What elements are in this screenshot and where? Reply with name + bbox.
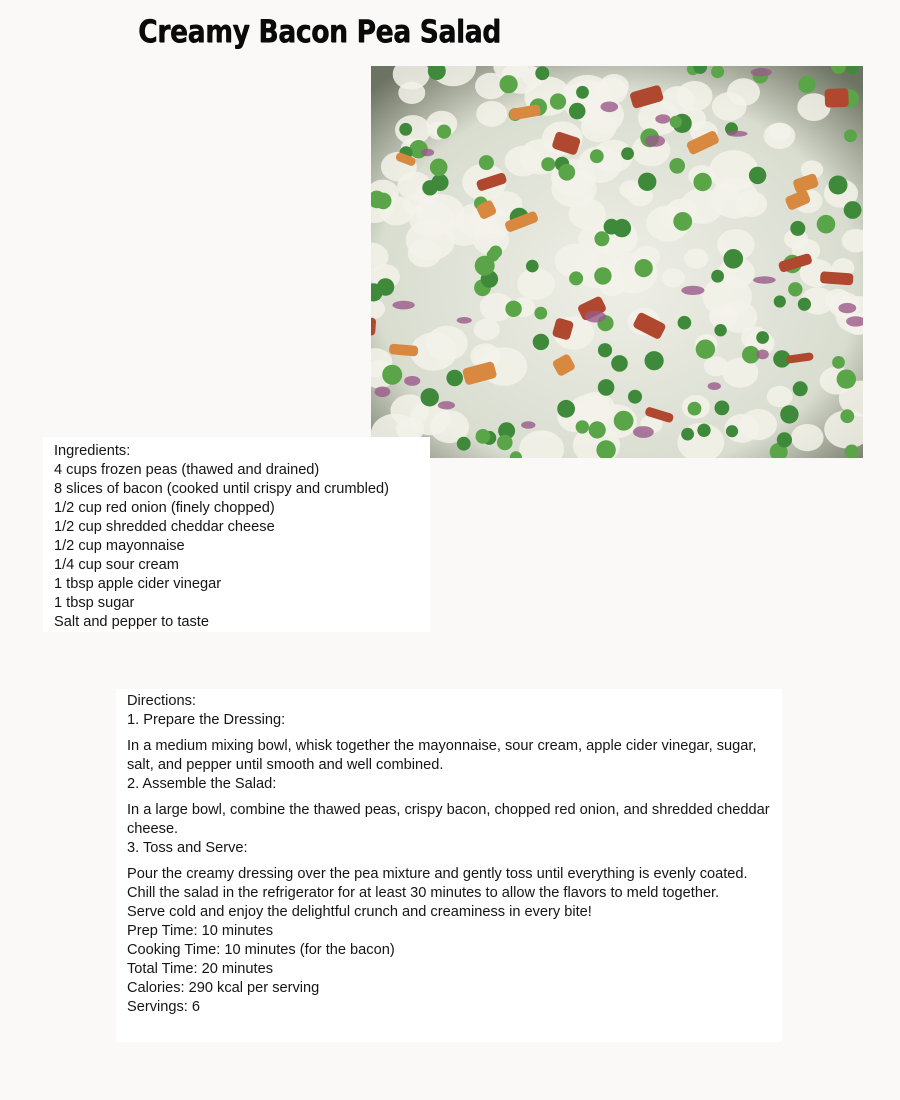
pea-dot — [614, 411, 634, 431]
dressing-blob — [476, 101, 507, 127]
step-text: In a large bowl, combine the thawed peas, crispy bacon, chopped red onion, and shredded cheddar cheese. — [127, 802, 770, 837]
pea-dot — [669, 158, 685, 174]
pea-dot — [457, 437, 471, 451]
ingredient-item: 1/2 cup shredded cheddar cheese — [54, 519, 275, 535]
directions-heading: Directions: — [127, 693, 196, 709]
onion-piece — [645, 135, 666, 147]
pea-dot — [798, 76, 815, 93]
ingredient-item: Salt and pepper to taste — [54, 614, 209, 630]
dressing-blob — [662, 268, 685, 287]
pea-dot — [535, 66, 549, 80]
pea-dot — [611, 355, 628, 372]
ingredient-item: 8 slices of bacon (cooked until crispy and crumbled) — [54, 481, 390, 497]
pea-dot — [437, 125, 451, 139]
ingredient-item: 1 tbsp apple cider vinegar — [54, 576, 222, 592]
pea-dot — [476, 429, 491, 444]
pea-dot — [645, 351, 664, 370]
onion-piece — [392, 301, 414, 310]
pea-dot — [756, 331, 769, 344]
ingredient-item: 4 cups frozen peas (thawed and drained) — [54, 462, 320, 478]
pea-dot — [715, 401, 730, 416]
dressing-blob — [684, 249, 708, 269]
pea-dot — [844, 129, 857, 142]
pea-dot — [726, 425, 738, 437]
salad-photo — [371, 66, 863, 458]
pea-dot — [681, 428, 694, 441]
pea-dot — [526, 260, 539, 273]
step-title: 2. Assemble the Salad: — [127, 776, 277, 792]
pea-dot — [500, 75, 518, 93]
pea-dot — [621, 147, 634, 160]
dressing-blob — [791, 424, 824, 451]
prep-time: Prep Time: 10 minutes — [127, 923, 274, 939]
step-title: 3. Toss and Serve: — [127, 840, 248, 856]
bacon-piece — [820, 271, 854, 285]
pea-dot — [840, 409, 854, 423]
servings: Servings: 6 — [127, 999, 201, 1015]
onion-piece — [375, 387, 391, 398]
bacon-piece — [824, 88, 848, 108]
pea-dot — [576, 420, 589, 433]
cooking-time: Cooking Time: 10 minutes (for the bacon) — [127, 942, 395, 958]
pea-dot — [382, 365, 402, 385]
pea-dot — [696, 340, 715, 359]
dressing-blob — [517, 268, 555, 300]
pea-dot — [817, 215, 836, 234]
pea-dot — [479, 155, 494, 170]
pea-dot — [693, 173, 711, 191]
pea-dot — [589, 421, 606, 438]
pea-dot — [777, 432, 792, 447]
pea-dot — [628, 390, 642, 404]
onion-piece — [838, 303, 856, 313]
pea-dot — [673, 212, 692, 231]
pea-dot — [590, 149, 604, 163]
pea-dot — [635, 259, 653, 277]
total-time: Total Time: 20 minutes — [127, 961, 274, 977]
onion-piece — [521, 421, 535, 429]
onion-piece — [727, 131, 748, 137]
onion-piece — [585, 311, 606, 323]
pea-dot — [837, 369, 856, 388]
pea-dot — [497, 435, 513, 451]
pea-dot — [604, 219, 620, 235]
directions-panel — [116, 689, 782, 1042]
pea-dot — [774, 295, 786, 307]
onion-piece — [751, 68, 772, 76]
dressing-blob — [704, 356, 728, 376]
pea-dot — [533, 334, 549, 350]
dressing-blob — [398, 82, 425, 104]
pea-dot — [749, 167, 766, 184]
dressing-blob — [727, 78, 760, 106]
pea-dot — [430, 159, 448, 177]
pea-dot — [594, 267, 611, 284]
onion-piece — [457, 317, 472, 324]
onion-piece — [601, 102, 619, 113]
dressing-blob — [505, 146, 542, 177]
pea-dot — [569, 271, 583, 285]
onion-piece — [438, 401, 455, 409]
ingredient-item: 1/4 cup sour cream — [54, 557, 179, 573]
onion-piece — [753, 276, 776, 283]
pea-dot — [598, 343, 612, 357]
dressing-blob — [767, 386, 793, 407]
pea-dot — [829, 176, 848, 195]
onion-piece — [404, 376, 420, 386]
pea-dot — [724, 249, 744, 269]
dressing-blob — [474, 319, 500, 341]
pea-dot — [541, 157, 555, 171]
pea-dot — [399, 123, 412, 136]
pea-dot — [670, 116, 682, 128]
pea-dot — [594, 231, 609, 246]
pea-dot — [558, 164, 575, 181]
step-text: In a medium mixing bowl, whisk together the mayonnaise, sour cream, apple cider vinegar, sugar, salt, and pepper until smooth and well combined. — [127, 738, 757, 773]
pea-dot — [780, 405, 798, 423]
dressing-blob — [764, 123, 796, 149]
ingredient-item: 1/2 cup red onion (finely chopped) — [54, 500, 275, 516]
pea-dot — [505, 301, 521, 317]
pea-dot — [793, 381, 808, 396]
pea-dot — [550, 93, 566, 109]
onion-piece — [655, 114, 670, 123]
pea-dot — [688, 402, 702, 416]
step-title: 1. Prepare the Dressing: — [127, 712, 286, 728]
ingredient-item: 1/2 cup mayonnaise — [54, 538, 185, 554]
dressing-blob — [716, 182, 738, 201]
note-text: Serve cold and enjoy the delightful crunch and creaminess in every bite! — [127, 904, 592, 920]
onion-piece — [421, 149, 434, 157]
pea-dot — [832, 356, 845, 369]
pea-dot — [638, 173, 656, 191]
salad-photo-illustration — [371, 66, 863, 458]
pea-dot — [431, 174, 448, 191]
pea-dot — [534, 307, 547, 320]
pea-dot — [421, 388, 439, 406]
pea-dot — [697, 424, 710, 437]
onion-piece — [681, 286, 704, 295]
calories: Calories: 290 kcal per serving — [127, 980, 320, 996]
pea-dot — [798, 298, 811, 311]
pea-dot — [557, 400, 575, 418]
ingredients-panel — [43, 437, 430, 632]
recipe-title: Creamy Bacon Pea Salad — [138, 14, 501, 50]
pea-dot — [475, 256, 495, 276]
pea-dot — [576, 86, 589, 99]
pea-dot — [598, 379, 615, 396]
pea-dot — [714, 324, 726, 336]
pea-dot — [844, 201, 862, 219]
note-text: Chill the salad in the refrigerator for at least 30 minutes to allow the flavors to meld together. — [127, 885, 720, 901]
dressing-blob — [408, 239, 442, 267]
pea-dot — [569, 103, 586, 120]
onion-piece — [708, 382, 721, 390]
step-text: Pour the creamy dressing over the pea mixture and gently toss until everything is evenly coated. — [127, 866, 748, 882]
dressing-blob — [581, 113, 617, 143]
ingredient-item: 1 tbsp sugar — [54, 595, 135, 611]
ingredients-heading: Ingredients: — [54, 443, 131, 459]
pea-dot — [446, 370, 463, 387]
dressing-blob — [585, 395, 610, 416]
pea-dot — [788, 282, 802, 296]
pea-dot — [678, 316, 692, 330]
pea-dot — [711, 270, 724, 283]
onion-piece — [756, 350, 768, 360]
pea-dot — [790, 221, 805, 236]
onion-piece — [633, 426, 654, 438]
